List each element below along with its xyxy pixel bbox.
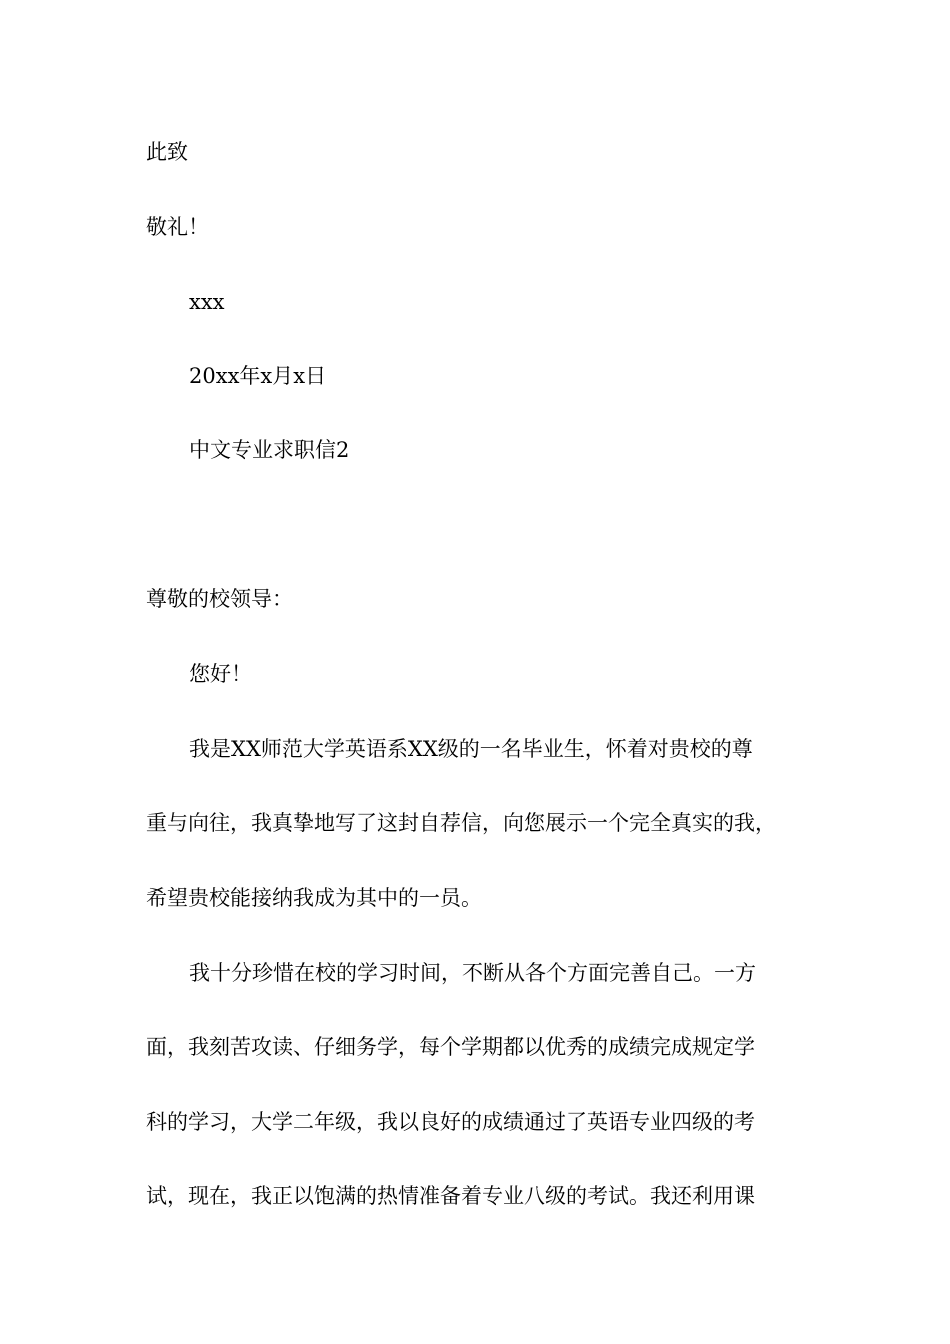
paragraph-line: 我十分珍惜在校的学习时间，不断从各个方面完善自己。一方 [189, 961, 756, 985]
paragraph-line: 科的学习，大学二年级，我以良好的成绩通过了英语专业四级的考 [146, 1110, 755, 1134]
paragraph-line: 试，现在，我正以饱满的热情准备着专业八级的考试。我还利用课 [146, 1184, 755, 1208]
salutation-text: 尊敬的校领导： [146, 587, 293, 611]
paragraph-line: 面，我刻苦攻读、仔细务学，每个学期都以优秀的成绩完成规定学 [146, 1035, 755, 1059]
salute-text: 敬礼！ [146, 215, 209, 239]
paragraph-line: 希望贵校能接纳我成为其中的一员。 [146, 886, 482, 910]
paragraph-line: 重与向往，我真挚地写了这封自荐信，向您展示一个完全真实的我， [146, 811, 776, 835]
date-text: 20xx年x月x日 [189, 364, 327, 388]
letter-title: 中文专业求职信2 [189, 438, 350, 462]
greeting-text: 您好！ [189, 662, 252, 686]
paragraph-line: 我是XX师范大学英语系XX级的一名毕业生，怀着对贵校的尊 [189, 737, 753, 761]
closing-text: 此致 [146, 140, 188, 164]
signature-text: xxx [189, 290, 225, 314]
